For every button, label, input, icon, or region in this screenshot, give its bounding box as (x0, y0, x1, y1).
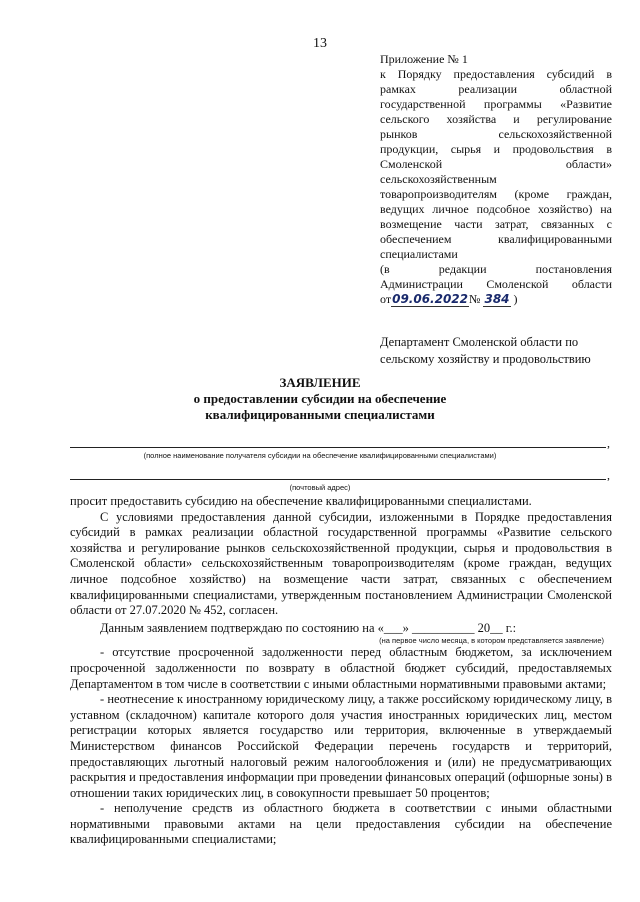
annex-line: Администрации Смоленской области (380, 277, 612, 291)
document-subtitle-line: о предоставлении субсидии на обеспечение (193, 391, 447, 406)
department-line: сельскому хозяйству и продовольствию (380, 352, 591, 366)
annex-header (380, 52, 612, 307)
handwritten-number: 384 (484, 292, 510, 306)
postal-address-caption: (почтовый адрес) (289, 483, 351, 492)
annex-line: Приложение № 1 (380, 52, 468, 66)
handwritten-date: 09.06.2022 (392, 292, 469, 306)
addressee-department (380, 334, 612, 368)
confirmation-line: Данным заявлением подтверждаю по состоянию на «___» __________ 20__ г.: (100, 620, 517, 635)
annex-line: (в редакции постановления (380, 262, 612, 276)
close-paren: ) (513, 292, 518, 306)
conditions-paragraph: С условиями предоставления данной субсидии, изложенными в Порядке предоставления субсидий в рамках реализации областной государственной программы «Развитие сельского хозяйства и регулирование рынков сельскохозяйственной продукции, сырья и продовольствия в Смоленской области» сельскохозяйственным товаропроизводителям (кроме граждан, ведущих личное подсобное хозяйство) на возмещение части затрат, связанных с обеспечением квалифицированными специалистами, утвержденным постановлением Администрации Смоленской области от 27.07.2020 № 452, согласен. (70, 509, 612, 618)
annex-line: государственной программы «Развитие (380, 97, 612, 111)
recipient-name-field[interactable] (70, 447, 606, 448)
field-comma: , (607, 468, 610, 482)
number-sign: № (469, 292, 481, 306)
annex-line: товаропроизводителям (кроме граждан, (380, 187, 612, 201)
condition-item: - отсутствие просроченной задолженности перед областным бюджетом, за исключением просроченной задолженности по возврату в областной бюджет субсидий, предоставляемых Департаментом в том числе в соответствии с иными областными нормативными правовыми актами; (70, 645, 612, 691)
annex-date-line (380, 292, 612, 307)
department-line: Департамент Смоленской области по (380, 335, 579, 349)
annex-line: Смоленской области» (380, 157, 612, 171)
annex-line: продукции, сырья и продовольствия в (380, 142, 612, 156)
annex-line: сельскохозяйственным (380, 172, 497, 186)
annex-line: рамках реализации областной (380, 82, 612, 96)
document-title: ЗАЯВЛЕНИЕ (279, 375, 361, 390)
application-body (70, 494, 612, 848)
confirmation-date-caption: (на первое число месяца, в котором представляется заявление) (379, 636, 604, 646)
recipient-name-caption: (полное наименование получателя субсидии на обеспечение квалифицированными специалистами) (143, 451, 497, 460)
annex-line: возмещение части затрат, связанных с (380, 217, 612, 231)
document-subtitle-line: квалифицированными специалистами (205, 407, 435, 422)
annex-line: сельского хозяйства и регулирование (380, 112, 612, 126)
annex-line: к Порядку предоставления субсидий в (380, 67, 612, 81)
annex-line: ведущих личное подсобное хозяйство) на (380, 202, 612, 216)
request-line: просит предоставить субсидию на обеспечение квалифицированными специалистами. (70, 494, 532, 508)
postal-address-field[interactable] (70, 479, 606, 480)
field-comma: , (607, 436, 610, 450)
condition-item: - неотнесение к иностранному юридическому лицу, а также российскому юридическому лицу, в уставном (складочном) капитале которого доля участия иностранных юридических лиц, местом регистрации которых является государство или территория, включенные в утверждаемый Министерством финансов Российской Федерации перечень государств и территорий, предоставляющих льготный налоговый режим налогообложения и (или) не предусматривающих раскрытия и предоставления информации при проведении финансовых операций (офшорные зоны) в отношении таких юридических лиц, в совокупности превышает 50 процентов; (70, 692, 612, 800)
condition-item: - неполучение средств из областного бюджета в соответствии с иными областными нормативными правовыми актами на цели предоставления субсидии на обеспечение квалифицированными специалистами; (70, 801, 612, 847)
date-prefix: от (380, 292, 392, 306)
page-number: 13 (313, 36, 327, 51)
annex-line: рынков сельскохозяйственной (380, 127, 612, 141)
annex-line: специалистами (380, 247, 458, 261)
annex-line: обеспечением квалифицированными (380, 232, 612, 246)
